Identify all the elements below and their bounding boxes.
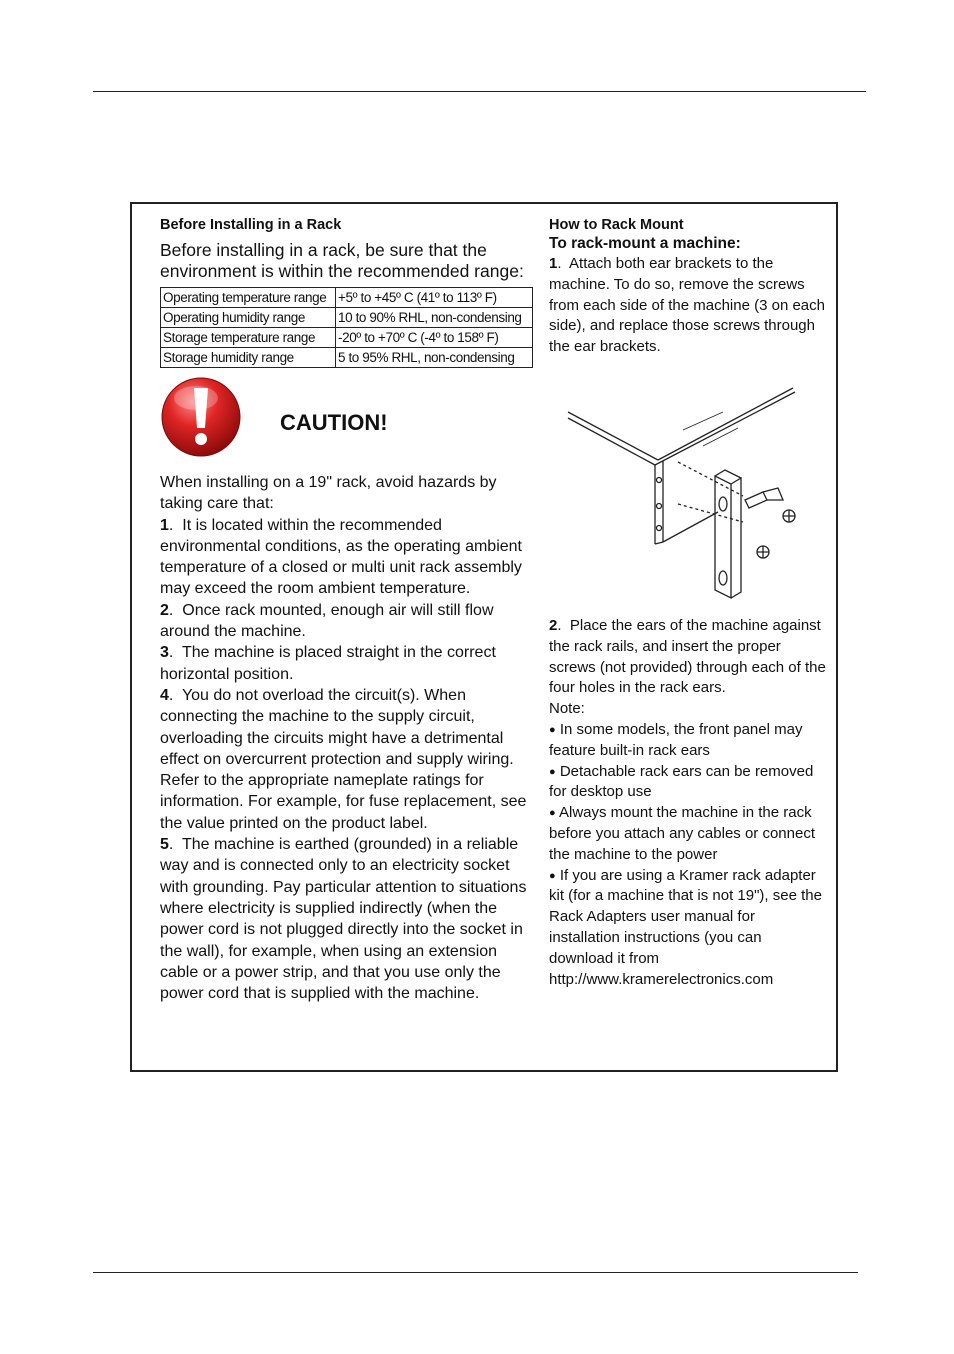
note-text: If you are using a Kramer rack adapter kit (for a machine that is not 19"), see the Rack Adapters user manual for installation instructions (you can download it from: [549, 866, 822, 967]
list-item: [549, 866, 829, 970]
rack-mount-title: How to Rack Mount: [549, 217, 684, 233]
right-column: [549, 216, 829, 990]
item-number: 2: [160, 601, 169, 619]
table-row: [161, 348, 533, 368]
note-list: [549, 720, 829, 990]
list-item: [549, 720, 829, 762]
item-number: 1: [160, 516, 169, 534]
item-number: 5: [160, 836, 169, 854]
note-text: Detachable rack ears can be removed for desktop use: [549, 762, 814, 801]
caution-header: [160, 376, 536, 472]
left-column: [160, 216, 536, 1004]
bullet-icon: ●: [549, 869, 556, 882]
table-cell: Storage temperature range: [161, 328, 336, 348]
note-text: Always mount the machine in the rack before you attach any cables or connect the machine to the power: [549, 804, 816, 863]
table-cell: 10 to 90% RHL, non-condensing: [336, 308, 533, 328]
before-install-title: Before Installing in a Rack: [160, 217, 342, 233]
caution-intro: When installing on a 19" rack, avoid hazards by taking care that:: [160, 474, 497, 513]
step-2: 2. Place the ears of the machine against the rack rails, and insert the proper screws (not provided) through each of the four holes in the rack ears.: [549, 616, 826, 697]
list-item: 2. Once rack mounted, enough air will still flow around the machine.: [160, 601, 494, 641]
environment-table: [160, 287, 533, 368]
step-number: 1: [549, 255, 558, 272]
list-item: 3. The machine is placed straight in the correct horizontal position.: [160, 644, 496, 683]
step-text: Attach both ear brackets to the machine. To do so, remove the screws from each side of the machine (3 on each side), and replace those screws through the ear brackets.: [549, 255, 825, 356]
table-cell: Operating humidity range: [161, 308, 336, 328]
list-item: [549, 762, 829, 804]
bullet-icon: ●: [549, 807, 556, 820]
bullet-icon: ●: [549, 723, 556, 736]
item-number: 3: [160, 644, 169, 662]
rack-mount-subhead: To rack-mount a machine:: [549, 235, 741, 252]
rack-safety-box: [130, 202, 838, 1072]
exclamation-icon: [160, 376, 242, 458]
before-install-intro: Before installing in a rack, be sure that the environment is within the recommended range:: [160, 240, 524, 281]
list-item: 4. You do not overload the circuit(s). When connecting the machine to the supply circuit, overloading the circuits might have a detrimental effect on overcurrent protection and supply wiring. Refer to the appropriate nameplate ratings for information. For example, for fuse replacement, see the value printed on the product label.: [160, 686, 527, 832]
table-cell: +5º to +45º C (41º to 113º F): [336, 288, 533, 308]
item-text: You do not overload the circuit(s). When connecting the machine to the supply circuit, overloading the circuits might have a detrimental effect on overcurrent protection and supply wiring. Refer to the appropriate nameplate ratings for information. For example, for fuse replacement, see the value printed on the product label.: [160, 686, 527, 832]
item-text: Once rack mounted, enough air will still flow around the machine.: [160, 601, 494, 641]
bullet-icon: ●: [549, 765, 556, 778]
list-item: 1. It is located within the recommended environmental conditions, as the operating ambient temperature of a closed or multi unit rack assembly may exceed the room ambient temperature.: [160, 516, 522, 598]
note-label: Note:: [549, 700, 585, 718]
step-text: Place the ears of the machine against the rack rails, and insert the proper screws (not provided) through each of the four holes in the rack ears.: [549, 616, 826, 697]
header-rule: [93, 91, 866, 92]
download-url[interactable]: http://www.kramerelectronics.com: [549, 970, 774, 988]
table-cell: Storage humidity range: [161, 348, 336, 368]
item-text: The machine is earthed (grounded) in a reliable way and is connected only to an electricity socket with grounding. Pay particular attention to situations where electricity is supplied indirectly (when the power cord is not plugged directly into the socket in the wall), for example, when using an extension cable or a power strip, and that you use only the power cord that is supplied with the machine.: [160, 836, 527, 1003]
table-cell: -20º to +70º C (-4º to 158º F): [336, 328, 533, 348]
list-item: 5. The machine is earthed (grounded) in a reliable way and is connected only to an electricity socket with grounding. Pay particular attention to situations where electricity is supplied indirectly (when the power cord is not plugged directly into the socket in the wall), for example, when using an extension cable or a power strip, and that you use only the power cord that is supplied with the machine.: [160, 836, 527, 1003]
item-text: The machine is placed straight in the correct horizontal position.: [160, 644, 496, 683]
table-row: [161, 288, 533, 308]
step-number: 2: [549, 616, 558, 634]
table-row: [161, 308, 533, 328]
caution-label: CAUTION!: [280, 410, 388, 435]
table-cell: Operating temperature range: [161, 288, 336, 308]
footer-rule: [93, 1272, 858, 1273]
list-item: [549, 803, 829, 865]
rack-ear-diagram: [563, 382, 813, 604]
table-cell: 5 to 95% RHL, non-condensing: [336, 348, 533, 368]
step-1: 1. Attach both ear brackets to the machine. To do so, remove the screws from each side of the machine (3 on each side), and replace those screws through the ear brackets.: [549, 255, 825, 356]
note-text: In some models, the front panel may feature built-in rack ears: [549, 720, 803, 759]
item-number: 4: [160, 686, 169, 704]
item-text: It is located within the recommended environmental conditions, as the operating ambient temperature of a closed or multi unit rack assembly may exceed the room ambient temperature.: [160, 516, 522, 598]
table-row: [161, 328, 533, 348]
caution-body: [160, 472, 536, 1004]
